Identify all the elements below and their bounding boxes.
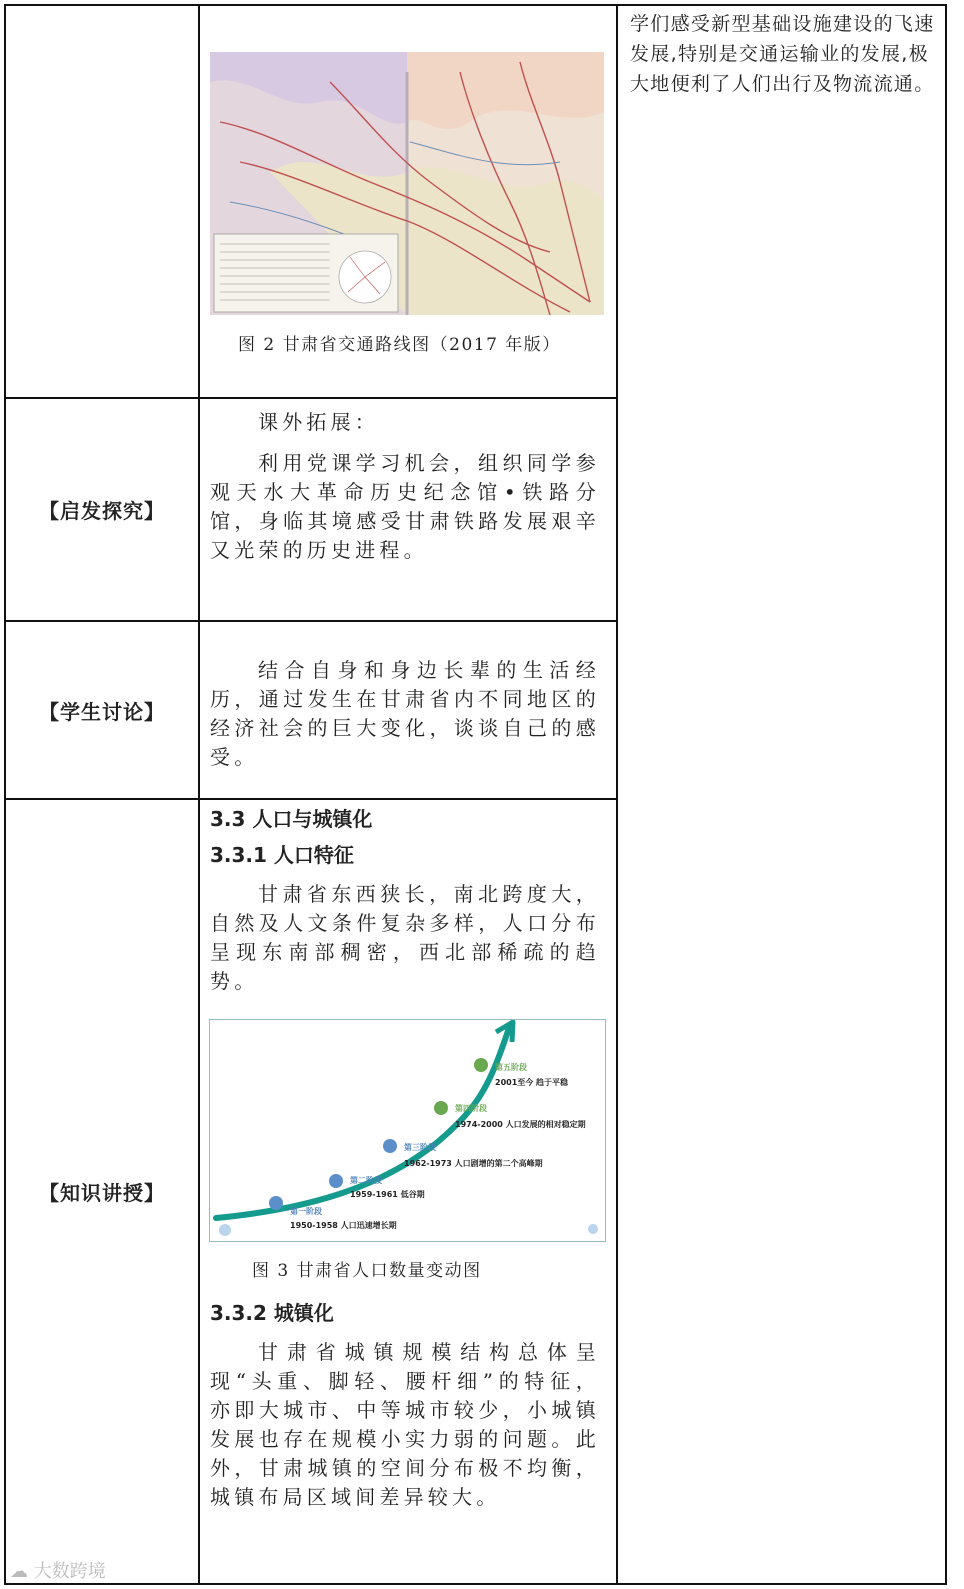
table-divider-label	[198, 4, 200, 1585]
subsection-title-urbanization: 3.3.2 城镇化	[210, 1301, 334, 1325]
population-figure-caption: 图 3 甘肃省人口数量变动图	[252, 1261, 482, 1281]
stage-period-4: 1974-2000 人口发展的相对稳定期	[455, 1120, 586, 1129]
transport-map-figure	[210, 52, 604, 315]
stage-marker-2	[329, 1174, 343, 1188]
stage-period-5: 2001至今 趋于平稳	[495, 1078, 569, 1087]
stage-label-1: 第一阶段	[290, 1207, 322, 1216]
section-title: 3.3 人口与城镇化	[210, 807, 373, 831]
stage-label-4: 第四阶段	[455, 1104, 487, 1113]
inspire-heading-text: 课外拓展：	[258, 410, 379, 434]
inspire-body: 利用党课学习机会，组织同学参观天水大革命历史纪念馆•铁路分馆，身临其境感受甘肃铁路发展艰辛又光荣的历史进程。	[210, 451, 600, 562]
inspire-row-label: 【启发探究】	[39, 499, 165, 523]
watermark-logo	[10, 1557, 106, 1583]
teach-row-label: 【知识讲授】	[39, 1181, 165, 1205]
table-divider-content	[616, 4, 618, 1585]
watermark-icon: ☁	[10, 1561, 28, 1582]
stage-period-1: 1950-1958 人口迅速增长期	[290, 1221, 397, 1230]
stage-marker-4	[434, 1101, 448, 1115]
stage-marker-1	[269, 1196, 283, 1210]
population-body: 甘肃省东西狭长，南北跨度大，自然及人文条件复杂多样，人口分布呈现东南部稠密，西北部稀疏的趋势。	[210, 882, 600, 993]
stage-marker-5	[474, 1058, 488, 1072]
discuss-row-label: 【学生讨论】	[39, 699, 165, 724]
table-border-right	[945, 4, 947, 1585]
map-image	[210, 52, 604, 315]
population-curve-chart	[210, 1020, 605, 1241]
stage-period-3: 1962-1973 人口剧增的第二个高峰期	[404, 1159, 543, 1168]
right-column-text: 学们感受新型基础设施建设的飞速发展,特别是交通运输业的发展,极大地便利了人们出行及物流流通。	[630, 13, 935, 95]
stage-label-2: 第二阶段	[350, 1176, 382, 1185]
stage-label-5: 第五阶段	[495, 1063, 527, 1072]
stage-marker-3	[383, 1139, 397, 1153]
urbanization-body: 甘肃省城镇规模结构总体呈现“头重、脚轻、腰杆细”的特征，亦即大城市、中等城市较少，小城镇发展也存在规模小实力弱的问题。此外，甘肃城镇的空间分布极不均衡，城镇布局区域间差异较大。	[210, 1340, 600, 1509]
stage-label-3: 第三阶段	[404, 1143, 436, 1152]
population-figure	[209, 1019, 606, 1242]
discuss-body: 结合自身和身边长辈的生活经历，通过发生在甘肃省内不同地区的经济社会的巨大变化，谈谈自己的感受。	[210, 658, 600, 769]
map-figure-caption: 图 2 甘肃省交通路线图（2017 年版）	[238, 335, 561, 355]
subsection-title-population: 3.3.1 人口特征	[210, 843, 354, 867]
inspire-heading	[210, 408, 600, 437]
table-border-top	[4, 4, 947, 6]
table-border-bottom	[4, 1583, 947, 1585]
stage-period-2: 1959-1961 低谷期	[350, 1190, 425, 1199]
watermark-text: 大数跨境	[33, 1561, 106, 1582]
